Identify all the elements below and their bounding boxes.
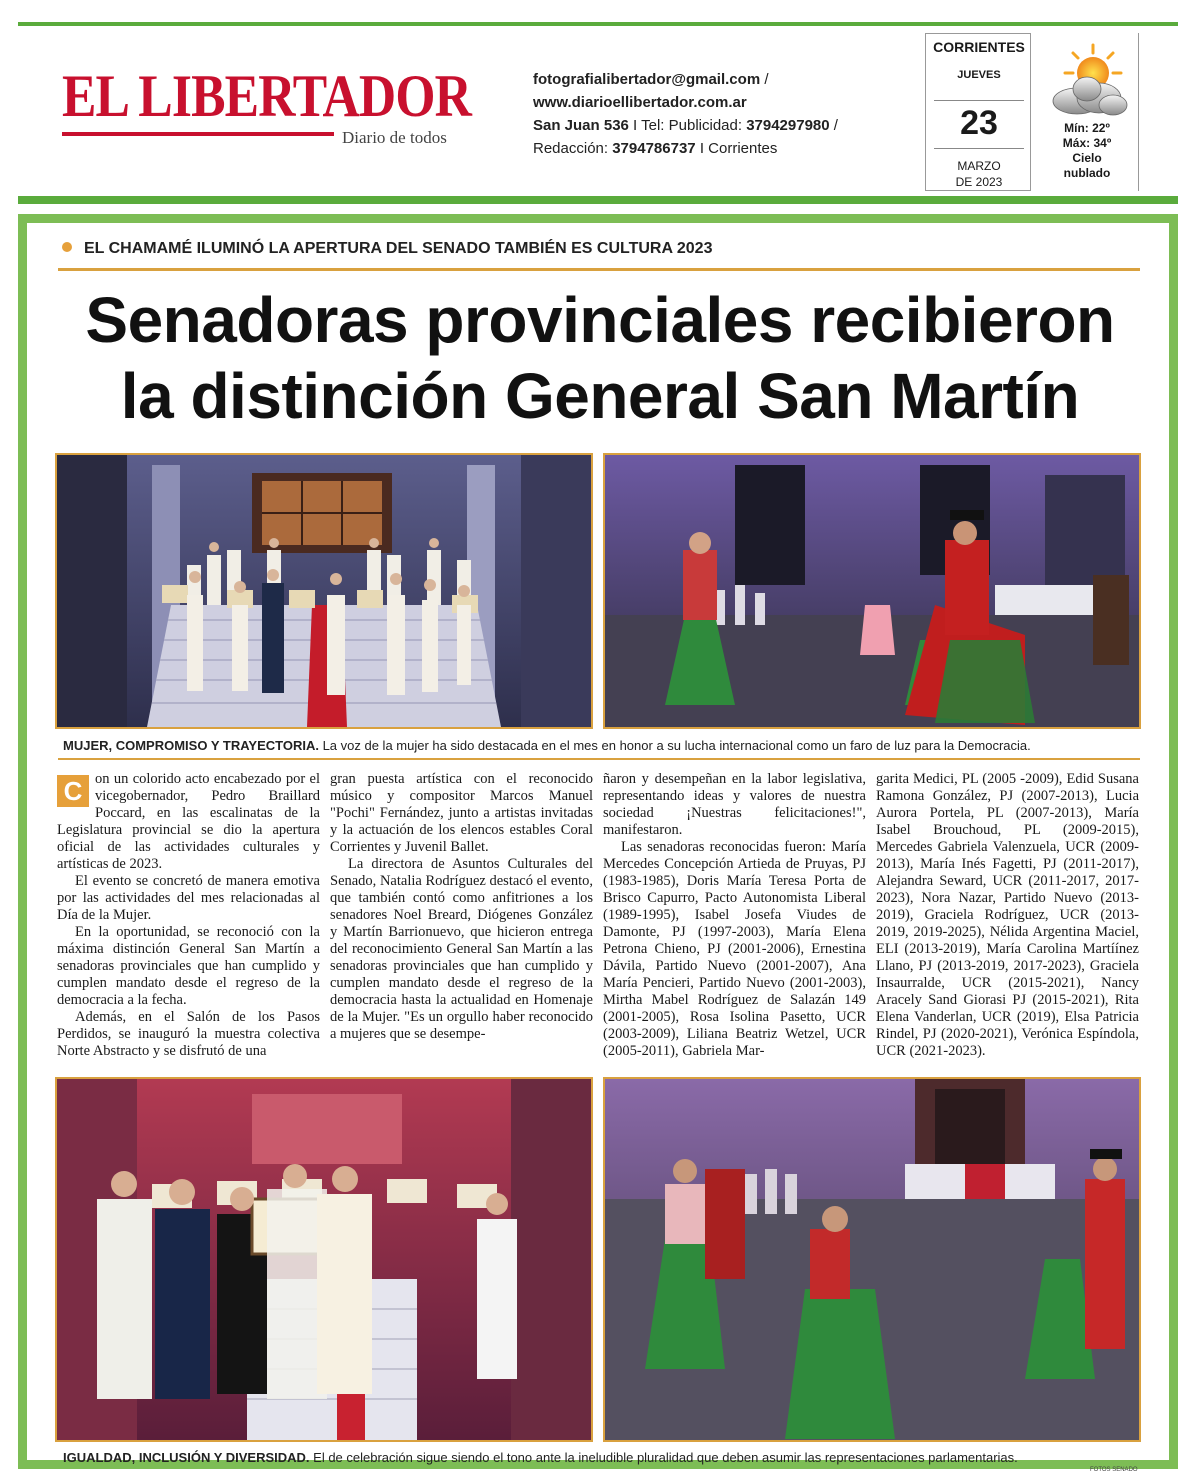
article-column-1 (57, 771, 320, 1060)
contact-tel-publicidad[interactable]: 3794297980 (746, 117, 830, 134)
date-divider (934, 100, 1024, 101)
date-city: CORRIENTES (933, 39, 1025, 55)
contact-red-label: Redacción: (533, 140, 613, 157)
article-headline (50, 282, 1150, 434)
article-paragraph: Las senadoras reconocidas fueron: María Mercedes Concepción Artieda de Pruyas, PJ (1983-1985), Doris María Teresa Porta de Brisco Capurro, Pacto Autonomista Liberal (1989-1995), Isabel Josefa Viudes de Damonte, PJ (1997-2003), María Elena Petrona Chieno, PJ (2001-2006), Ernestina Dávila, Partido Nuevo (2001-2007), Ana María Pencieri, Partido Nuevo (2001-2003), Mirtha Mabel Rodríguez de Salazán 149 (2001-2005), Rosa Isolina Pasetto, UCR (2003-2009), Liliana Beatriz Wetzel, UCR (2005-2011), Gabriela Mar- (603, 839, 866, 1059)
date-month-year (926, 158, 1032, 190)
masthead-logo[interactable] (62, 63, 472, 156)
article-paragraph: gran puesta artística con el reconocido músico y compositor Marcos Manuel "Pochi" Fernández, junto a artistas invitadas y la actuación de los elencos estables Coral Corrientes y Juvenil Ballet. (330, 771, 593, 855)
contact-sep: / (760, 71, 769, 88)
weather-box (1037, 33, 1137, 191)
contact-tel-redaccion[interactable]: 3794786737 (612, 140, 696, 157)
header-top-rule (18, 22, 1178, 26)
article-paragraph: Además, en el Salón de los Pasos Perdidos, se inauguró la muestra colectiva Norte Abstracto y se disfrutó de una (57, 1009, 320, 1059)
logo-title: EL LIBERTADOR (62, 63, 472, 129)
headline-line: Senadoras provinciales recibieron (85, 284, 1115, 356)
date-weekday: JUEVES (957, 69, 1001, 81)
paragraph-text: on un colorido acto encabezado por el vicegobernador, Pedro Braillard Poccard, en las escalinatas de la Legislatura provincial se dio la apertura oficial de las actividades culturales y artísticas de 2023. (57, 771, 320, 872)
contact-block (533, 68, 913, 160)
caption-lead: MUJER, COMPROMISO Y TRAYECTORIA. (63, 738, 319, 753)
contact-tel-label: I Tel: Publicidad: (628, 117, 747, 134)
drop-cap: C (57, 775, 89, 807)
contact-redaccion-line (533, 137, 913, 160)
bullet-dot-icon (62, 242, 72, 252)
date-day: 23 (960, 104, 998, 142)
kicker-rule (58, 268, 1140, 271)
weather-divider (1138, 33, 1139, 191)
article-column-3 (603, 771, 866, 1060)
sun-behind-cloud-icon (1047, 43, 1129, 119)
photo-courtyard-dance[interactable] (603, 1077, 1141, 1442)
date-year: DE 2023 (955, 175, 1003, 189)
date-month: MARZO (957, 159, 1001, 173)
weather-forecast (1037, 121, 1137, 181)
weather-max: Máx: 34º (1062, 136, 1112, 150)
caption-text: La voz de la mujer ha sido destacada en el mes en honor a su lucha internacional como un faro de luz para la Democracia. (318, 738, 1031, 753)
contact-email[interactable]: fotografialibertador@gmail.com (533, 71, 761, 88)
contact-address-line (533, 114, 913, 137)
contact-email-line (533, 68, 913, 91)
contact-web-line (533, 91, 913, 114)
article-paragraph: La directora de Asuntos Culturales del Senado, Natalia Rodríguez destacó el evento, que también contó como anfitriones a los senadores Noel Breard, Diógenes González y Martín Barrionuevo, que hicieron entrega del reconocimiento General San Martín a las senadoras provinciales que han cumplido y cumplen mandato desde el regreso de la democracia hasta la actualidad en Homenaje de la Mujer. "Es un orgullo haber reconocido a mujeres que se desempe- (330, 856, 593, 1042)
logo-underline (62, 132, 334, 136)
caption-text: El de celebración sigue siendo el tono ante la ineludible pluralidad que deben asumir las representaciones parlamentarias. (309, 1450, 1018, 1465)
headline-line: la distinción General San Martín (120, 360, 1080, 432)
date-divider (934, 148, 1024, 149)
contact-city: I Corrientes (695, 140, 778, 157)
photo-certificate-handover[interactable] (55, 1077, 593, 1442)
weather-condition: Cielo (1072, 151, 1102, 165)
contact-sep: / (829, 117, 838, 134)
date-box (925, 33, 1031, 191)
article-paragraph (57, 771, 320, 873)
header-bottom-rule (18, 196, 1178, 204)
weather-condition: nublado (1063, 166, 1111, 180)
article-column-4 (876, 771, 1139, 1060)
article-column-2 (330, 771, 593, 1043)
article-paragraph: garita Medici, PL (2005 -2009), Edid Susana Ramona González, PJ (2007-2013), Lucia Aurora Portela, PL (2007-2013), María Isabel Brouchoud, PL (2009-2015), Mercedes Gabriela Valenzuela, UCR (2009-2013), María Inés Fagetti, PJ (2011-2017), Alejandra Seward, UCR (2011-2017, 2017-2023), Nora Nazar, Partido Nuevo (2013-2019), Graciela Rodríguez, UCR (2013-2019, 2019-2025), Nélida Argentina Maciel, ELI (2013-2019), María Carolina Martíínez Llano, PJ (2013-2019, 2017-2023), Graciela Insaurralde, UCR (2015-2021), Nancy Aracely Sand Giorasi PJ (2015-2021), Rita Elena Vanderlan, UCR (2019), Elsa Patricia Rindel, PJ (2020-2021), Verónica Espíndola, UCR (2021-2023). (876, 771, 1139, 1059)
photo-caption-top (63, 738, 1143, 753)
photo-caption-bottom (63, 1450, 1143, 1465)
article-paragraph: En la oportunidad, se reconoció con la máxima distinción General San Martín a senadoras provinciales que han cumplido y cumplen mandato desde el regreso de la democracia a la fecha. (57, 924, 320, 1008)
caption-lead: IGUALDAD, INCLUSIÓN Y DIVERSIDAD. (63, 1450, 310, 1465)
caption-rule (58, 758, 1140, 760)
contact-web[interactable]: www.diarioellibertador.com.ar (533, 94, 747, 111)
contact-address: San Juan 536 (533, 117, 629, 134)
article-kicker (62, 240, 1140, 258)
photo-folk-dance[interactable] (603, 453, 1141, 729)
article-paragraph: ñaron y desempeñan en la labor legislativa, representando ideas y valores de nuestra sociedad ¡Nuestras felicitaciones!", manifestaron. (603, 771, 866, 838)
article-paragraph: El evento se concretó de manera emotiva por las actividades del mes relacionadas al Día de la Mujer. (57, 873, 320, 923)
photo-credit: FOTOS SENADO (1090, 1467, 1138, 1473)
logo-tagline: Diario de todos (342, 128, 447, 147)
kicker-text: EL CHAMAMÉ ILUMINÓ LA APERTURA DEL SENADO TAMBIÉN ES CULTURA 2023 (84, 240, 713, 257)
weather-min: Mín: 22º (1064, 121, 1110, 135)
photo-award-ceremony[interactable] (55, 453, 593, 729)
